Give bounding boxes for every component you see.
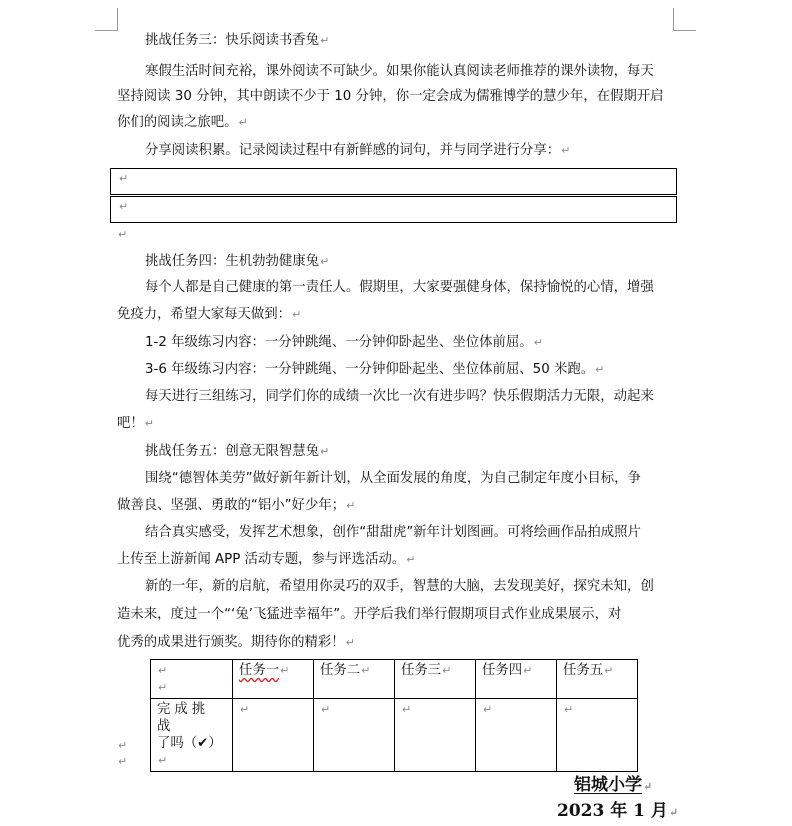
task5-para2-line1: 结合真实感受，发挥艺术想象，创作“甜甜虎”新年计划图画。可将绘画作品拍成照片 [145,525,641,540]
header-task5-label: 任务五 [563,663,604,678]
header-task1-label: 任务一 [239,663,280,678]
paragraph-mark: ↵ [561,144,571,157]
signature-date: 2023 年 1 月 [557,801,668,821]
cell-mark: ↵ [158,754,168,767]
header-task2-label: 任务二 [320,663,361,678]
task4-para2-line2: 吧！↵ [117,416,154,431]
paragraph-mark: ↵ [406,553,416,566]
cell-mark: ↵ [321,703,331,716]
cell-mark: ↵ [564,703,574,716]
paragraph-mark: ↵ [119,172,129,185]
task4-grade36: 3-6 年级练习内容：一分钟跳绳、一分钟仰卧起坐、坐位体前屈、50 米跑。↵ [145,362,605,377]
paragraph-mark: ↵ [118,228,128,241]
task5-para3-line2: 造未来，度过一个“‘兔’飞猛进幸福年”。开学后我们举行假期项目式作业成果展示，对 [117,607,622,622]
paragraph-mark: ↵ [118,739,128,752]
paragraph-mark: ↵ [595,363,605,376]
cell-mark: ↵ [442,664,452,677]
header-task1[interactable] [233,660,314,699]
task4-heading: 挑战任务四：生机勃勃健康兔↵ [145,254,330,269]
paragraph-mark: ↵ [643,780,653,793]
task3-para1-line3: 你们的阅读之旅吧。↵ [117,115,248,130]
task4-grade12: 1-2 年级练习内容：一分钟跳绳、一分钟仰卧起坐、坐位体前屈。↵ [145,335,543,350]
header-task2[interactable] [314,660,395,699]
task3-para1-line2: 坚持阅读 30 分钟，其中朗读不少于 10 分钟，你一定会成为儒雅博学的慧少年，在假期开启 [117,89,664,104]
cell-mark: ↵ [523,664,533,677]
cell-mark: ↵ [240,703,250,716]
reading-notes-box-2[interactable] [110,196,677,223]
paragraph-mark: ↵ [118,755,128,768]
cell-mark: ↵ [483,703,493,716]
paragraph-mark: ↵ [320,255,330,268]
header-task4-label: 任务四 [482,663,523,678]
header-task5[interactable] [557,660,638,699]
date-signature [557,796,678,821]
row-label-line1: 完成挑战 [157,702,210,734]
task3-heading: 挑战任务三：快乐阅读书香兔↵ [145,33,330,48]
school-name: 铝城小学 [574,775,642,795]
paragraph-mark: ↵ [320,445,330,458]
row-label-line2: 了吗（✔） [157,736,222,751]
task5-para1-line2: 做善良、坚强、勇敢的“铝小”好少年；↵ [117,498,356,513]
paragraph-mark: ↵ [533,336,543,349]
header-task3[interactable] [395,660,476,699]
cell-mark: ↵ [158,664,168,677]
reading-notes-box-1[interactable] [110,168,677,195]
empty-paragraph [117,222,677,248]
cell-mark: ↵ [604,664,614,677]
task5-heading: 挑战任务五：创意无限智慧兔↵ [145,444,330,459]
cell-mark: ↵ [402,703,412,716]
school-signature [574,770,652,795]
table-header-row [151,660,638,699]
task3-para1-line1: 寒假生活时间充裕，课外阅读不可缺少。如果你能认真阅读老师推荐的课外读物，每天 [145,64,654,79]
task3-para2: 分享阅读积累。记录阅读过程中有新鲜感的词句，并与同学进行分享：↵ [145,143,571,158]
task5-para2-line2: 上传至上游新闻 APP 活动专题，参与评选活动。↵ [117,552,416,567]
header-task4[interactable] [476,660,557,699]
margin-corner-top-left [95,8,118,31]
task4-para1-line1: 每个人都是自己健康的第一责任人。假期里，大家要强健身体，保持愉悦的心情，增强 [145,280,654,295]
cell-mark: ↵ [158,681,168,694]
paragraph-mark: ↵ [292,308,302,321]
paragraph-mark: ↵ [119,200,129,213]
cell-mark: ↵ [361,664,371,677]
paragraph-mark: ↵ [320,34,330,47]
table-corner-cell[interactable] [151,660,233,699]
paragraph-mark: ↵ [345,636,355,649]
paragraph-mark: ↵ [144,417,154,430]
task4-para2-line1: 每天进行三组练习，同学们你的成绩一次比一次有进步吗？快乐假期活力无限，动起来 [145,389,654,404]
task5-para3-line1: 新的一年，新的启航，希望用你灵巧的双手，智慧的大脑，去发现美好，探究未知，创 [145,579,654,594]
task4-para1-line2: 免疫力，希望大家每天做到：↵ [117,307,302,322]
paragraph-mark: ↵ [668,806,679,819]
cell-mark: ↵ [280,664,290,677]
header-task3-label: 任务三 [401,663,442,678]
paragraph-mark: ↵ [238,116,248,129]
task5-para3-line3: 优秀的成果进行颁奖。期待你的精彩！↵ [117,635,355,650]
task5-para1-line1: 围绕“德智体美劳”做好新年新计划，从全面发展的角度，为自己制定年度小目标，争 [145,471,641,486]
paragraph-mark: ↵ [346,499,356,512]
